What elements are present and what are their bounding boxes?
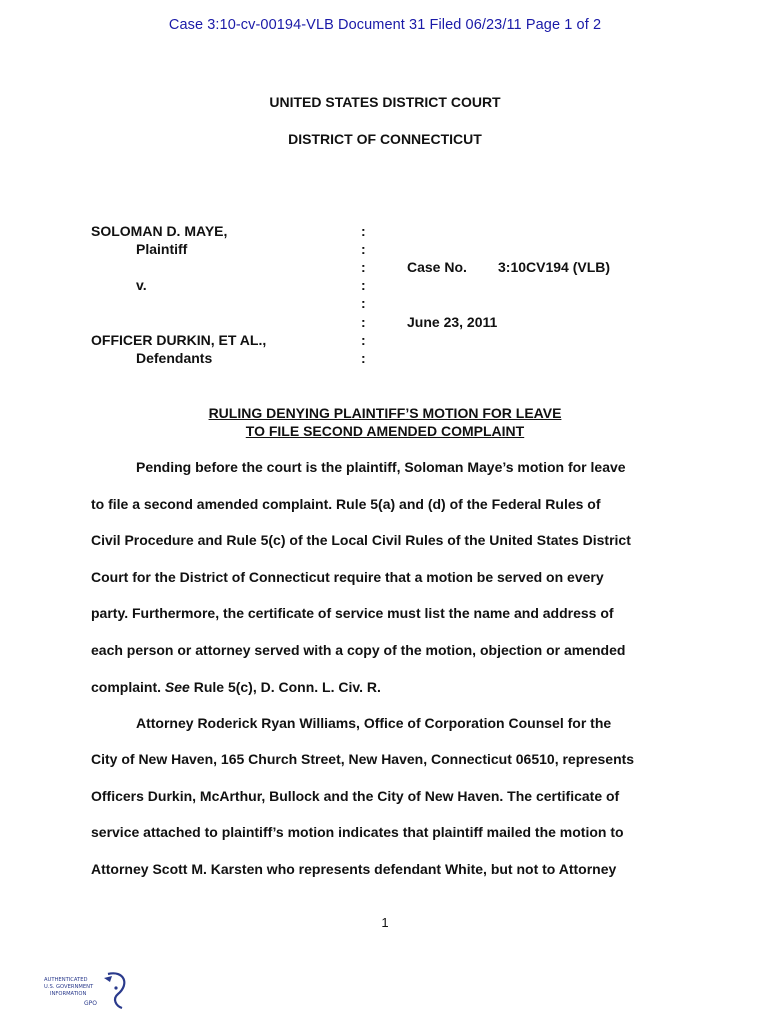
- body-text: Rule 5(c), D. Conn. L. Civ. R.: [189, 679, 381, 695]
- caption-colon: :: [361, 259, 366, 275]
- caption-colon: :: [361, 241, 366, 257]
- ruling-title-line-2: TO FILE SECOND AMENDED COMPLAINT: [245, 423, 525, 439]
- defendant-name: OFFICER DURKIN, ET AL.,: [91, 332, 267, 348]
- caption-colon: :: [361, 332, 366, 348]
- body-line: Civil Procedure and Rule 5(c) of the Local Civil Rules of the United States District: [91, 532, 631, 548]
- page-number: 1: [381, 915, 389, 930]
- body-line: party. Furthermore, the certificate of service must list the name and address of: [91, 605, 614, 621]
- logo-line-4: GPO: [84, 1000, 97, 1007]
- logo-line-3: INFORMATION: [50, 991, 87, 997]
- filing-header-stamp: Case 3:10-cv-00194-VLB Document 31 Filed 06/23/11 Page 1 of 2: [168, 17, 602, 33]
- body-line: Attorney Roderick Ryan Williams, Office of Corporation Counsel for the: [136, 715, 612, 731]
- body-text: complaint.: [91, 679, 165, 695]
- case-number-label: Case No.: [407, 259, 467, 275]
- body-line: Court for the District of Connecticut require that a motion be served on every: [91, 569, 604, 585]
- court-district: DISTRICT OF CONNECTICUT: [288, 131, 482, 147]
- logo-line-1: AUTHENTICATED: [44, 977, 88, 983]
- body-line: City of New Haven, 165 Church Street, New Haven, Connecticut 06510, represents: [91, 751, 635, 767]
- body-line: Pending before the court is the plaintiff, Soloman Maye’s motion for leave: [136, 459, 626, 475]
- body-line: Attorney Scott M. Karsten who represents defendant White, but not to Attorney: [91, 861, 617, 877]
- body-line: [91, 679, 381, 695]
- body-line: each person or attorney served with a copy of the motion, objection or amended: [91, 642, 626, 658]
- case-number: 3:10CV194 (VLB): [498, 259, 611, 275]
- ruling-date: June 23, 2011: [407, 314, 498, 330]
- body-line: Officers Durkin, McArthur, Bullock and the City of New Haven. The certificate of: [91, 788, 620, 804]
- logo-line-2: U.S. GOVERNMENT: [44, 984, 94, 990]
- caption-colon: :: [361, 350, 366, 366]
- body-line: to file a second amended complaint. Rule 5(a) and (d) of the Federal Rules of: [91, 496, 601, 512]
- gpo-authentication-logo: [42, 968, 132, 1016]
- caption-colon: :: [361, 295, 366, 311]
- caption-colon: :: [361, 277, 366, 293]
- court-name: UNITED STATES DISTRICT COURT: [269, 94, 501, 110]
- defendant-role: Defendants: [136, 350, 213, 366]
- citation-signal: See: [164, 679, 190, 695]
- versus: v.: [136, 277, 147, 293]
- body-line: service attached to plaintiff’s motion indicates that plaintiff mailed the motion to: [91, 824, 624, 840]
- ruling-title-line-1: RULING DENYING PLAINTIFF’S MOTION FOR LEAVE: [208, 405, 562, 421]
- plaintiff-role: Plaintiff: [136, 241, 188, 257]
- caption-colon: :: [361, 223, 366, 239]
- caption-colon: :: [361, 314, 366, 330]
- plaintiff-name: SOLOMAN D. MAYE,: [91, 223, 228, 239]
